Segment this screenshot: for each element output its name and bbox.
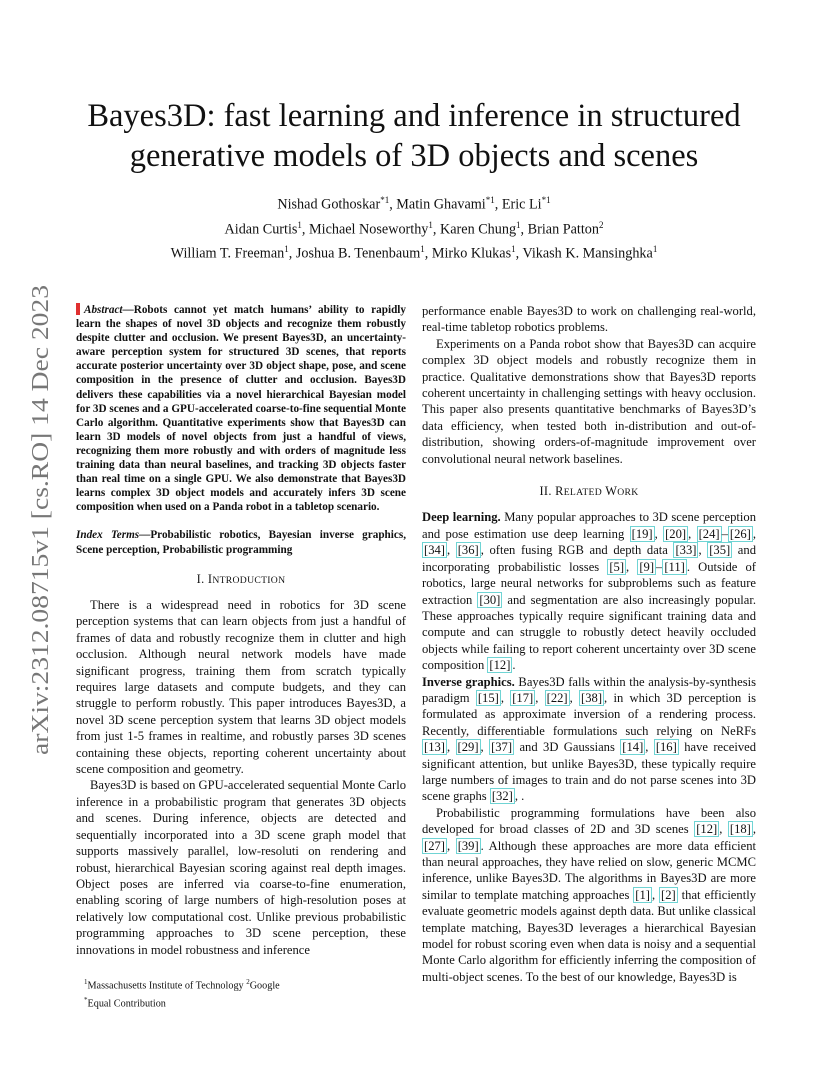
intro-paragraph-2: Bayes3D is based on GPU-accelerated sequential Monte Carlo inference in a probabilistic program that generates 3D objects and scenes. During inference, objects are detected and sequentially incorporated into a 3D scene graph model that supports massively parallel, low-resoluti on rendering and robust, hierarchical Bayesian scoring against real depth images. Object poses are inferred via coarse-to-fine enumeration, enabling scoring of large numbers of high-resolution poses at relatively low computational cost. Unlike previous probabilistic programming approaches to 3D scene perception, these innovations in model robustness and inference xyxy=(76,778,406,957)
citation-link[interactable]: [22] xyxy=(546,690,568,705)
author-affiliation-mark: *1 xyxy=(541,195,551,205)
citation-link[interactable]: [36] xyxy=(457,543,479,558)
citation-link[interactable]: [37] xyxy=(491,740,513,755)
citation-link[interactable]: [20] xyxy=(665,526,687,541)
author-line-2: Aidan Curtis$^1$, Michael Noseworthy$^1$, Karen Chung$^1$, Brian Patton$^2$ xyxy=(224,219,604,238)
author-name: Matin Ghavami xyxy=(396,196,486,213)
author-name: Aidan Curtis xyxy=(224,221,298,238)
paper-title xyxy=(40,96,788,176)
citation-link[interactable]: [14] xyxy=(622,740,644,755)
author-affiliation-mark: 2 xyxy=(598,219,604,230)
inverse-graphics-body: Bayes3D falls within the analysis-by-synthesis paradigm [15] , [17] , [22] , [38] , in which 3D perception is formulated as approximate inversion of a rendering process. Recently, differentiable formulations such relying on NeRFs [13] , [29] , [37] and 3D Gaussians [14] , [16] have received significant attention, but unlike Bayes3D, these typically require large numbers of images to train and do not parse scenes into 3D scene graphs [32] , . xyxy=(422,674,757,804)
author-name: Brian Patton xyxy=(527,221,599,238)
author-affiliation-mark: 1 xyxy=(420,244,425,255)
citation-link[interactable]: [27] xyxy=(424,838,445,853)
citation-link[interactable]: [11] xyxy=(664,559,685,574)
author-affiliation-mark: 1 xyxy=(652,244,658,255)
citation-link[interactable]: [16] xyxy=(655,740,677,755)
citation-link[interactable]: [17] xyxy=(512,690,534,705)
author-name: Michael Noseworthy xyxy=(309,221,429,238)
arxiv-identifier: arXiv:2312.08715v1 [cs.RO] 14 Dec 2023 xyxy=(27,337,54,755)
section-heading-text: I. INTRODUCTION xyxy=(196,571,286,586)
title-line-1: Bayes3D: fast learning and inference in structured xyxy=(87,98,741,134)
index-terms xyxy=(76,528,406,556)
section-heading-related-work xyxy=(422,483,756,501)
abstract-label: Abstract xyxy=(84,304,123,316)
right-paragraph-1: performance enable Bayes3D to work on challenging real-world, real-time tabletop robotics problems. xyxy=(422,304,756,335)
citation-link[interactable]: [38] xyxy=(581,690,603,705)
arxiv-sidebar xyxy=(10,285,60,755)
author-name: Karen Chung xyxy=(440,221,517,238)
footnote-mark: 1 xyxy=(84,978,88,986)
author-name: Eric Li xyxy=(501,196,542,213)
footnote-mark: * xyxy=(84,996,88,1005)
abstract-text: —Robots cannot yet match humans’ ability to rapidly learn the shapes of novel 3D objects and recognize them robustly despite clutter and occlusion. We present Bayes3D, an uncertainty-aware perception system for structured 3D scenes, that reports accurate posterior uncertainty over 3D object shape, pose, and scene composition in the presence of clutter and occlusion. Bayes3D delivers these capabilities via a novel hierarchical Bayesian model for 3D scenes and a GPU-accelerated coarse-to-fine sequential Monte Carlo algorithm. Quantitative experiments show that Bayes3D can learn 3D models of novel objects from just a handful of views, recognizing them more robustly and with orders of magnitude less training data than neural baselines, and tracking 3D objects faster than real time on a single GPU. We also demonstrate that Bayes3D learns complex 3D object models and accurately infers 3D scene composition when used on a Panda robot in a tabletop scenario. xyxy=(76,304,406,514)
footnote-text: Equal Contribution xyxy=(87,998,166,1010)
index-terms-text: —Probabilistic robotics, Bayesian inverse graphics, Scene perception, Probabilistic programming xyxy=(76,529,406,556)
citation-link[interactable]: [24] xyxy=(698,526,720,541)
footnote-mark: 2 xyxy=(246,978,250,986)
deep-learning-paragraph xyxy=(422,509,756,673)
index-terms-label: Index Terms xyxy=(76,529,140,542)
citation-link[interactable]: [12] xyxy=(489,658,511,673)
section-heading-text: II. RELATED WORK xyxy=(539,484,639,499)
author-affiliation-mark: 1 xyxy=(284,244,289,255)
footnote-affiliations xyxy=(84,975,404,993)
author-affiliation-mark: 1 xyxy=(428,219,433,230)
author-name: William T. Freeman xyxy=(170,246,285,263)
citation-link[interactable]: [26] xyxy=(729,526,751,541)
citation-link[interactable]: [32] xyxy=(491,789,513,804)
inverse-graphics-label: Inverse graphics. xyxy=(422,674,515,689)
deep-learning-body: Many popular approaches to 3D scene perception and pose estimation use deep learning [19] , [20] , [24] – [26] , [34] , [36] , often fusing RGB and depth data [33] , [35] and incorporating probabilistic losses [5] , [9] – [11] . Outside of robotics, large neural networks for subproblems such as feature extraction [30] and segmentation are also increasingly popular. These approaches typically require significant training data and compute and can struggle to robustly detect heavily occluded objects while failing to report coherent uncertainty over 3D scene composition [12] . xyxy=(422,510,757,673)
probabilistic-programming-paragraph: Probabilistic programming formulations have been also developed for broad classes of 2D and 3D scenes [12] , [18] , [27] , [39] . Although these approaches are more data efficient than neural approaches, they have relied on slow, generic MCMC inference, unlike Bayes3D. The algorithms in Bayes3D are more similar to template matching approaches [1] , [2] that efficiently evaluate geometric models against depth data. But unlike classical template matching, Bayes3D leverages a hierarchical Bayesian model for robust scoring even when data is noisy and a sequential Monte Carlo algorithm for efficiently inferring the composition of multi-object scenes. To the best of our knowledge, Bayes3D is xyxy=(422,805,757,984)
author-line-3: William T. Freeman$^1$, Joshua B. Tenenbaum$^1$, Mirko Klukas$^1$, Vikash K. Mansinghka$^1$ xyxy=(170,244,658,263)
citation-link[interactable]: [13] xyxy=(424,740,445,755)
annotation-marker-icon xyxy=(76,303,80,315)
deep-learning-label: Deep learning. xyxy=(422,510,501,525)
abstract xyxy=(76,303,406,514)
inverse-graphics-paragraph xyxy=(422,674,756,805)
author-name: Vikash K. Mansinghka xyxy=(522,246,653,263)
author-name: Nishad Gothoskar xyxy=(277,196,381,213)
section-heading-introduction xyxy=(76,571,406,589)
author-affiliation-mark: *1 xyxy=(380,195,390,205)
author-affiliation-mark: 1 xyxy=(297,219,302,230)
citation-link[interactable]: [9] xyxy=(639,559,655,574)
citation-link[interactable]: [39] xyxy=(457,838,479,853)
footnote-text: Google xyxy=(249,980,280,992)
footnote xyxy=(84,975,404,1012)
citation-link[interactable]: [15] xyxy=(477,690,499,705)
citation-link[interactable]: [12] xyxy=(696,822,718,837)
citation-link[interactable]: [18] xyxy=(729,822,751,837)
author-list xyxy=(60,190,768,264)
left-column xyxy=(76,303,406,958)
author-name: Joshua B. Tenenbaum xyxy=(295,246,421,263)
footnote-text: Massachusetts Institute of Technology xyxy=(87,980,247,992)
citation-link[interactable]: [19] xyxy=(631,526,653,541)
intro-paragraph-1: There is a widespread need in robotics for 3D scene perception systems that can learn objects from just a handful of frames of data and robustly recognize them in clutter and high occlusion. Although neural network models have made significant progress, training them from scratch typically requires large datasets and compute budgets, and they can struggle to perform robustly. This paper introduces Bayes3D, a novel 3D scene perception system that learns 3D object models from just 1-5 frames in realtime, and robustly parses 3D scenes containing these objects, reporting coherent uncertainty about scene composition and geometry. xyxy=(76,598,406,777)
author-affiliation-mark: *1 xyxy=(485,195,495,205)
citation-link[interactable]: [33] xyxy=(675,543,697,558)
citation-link[interactable]: [29] xyxy=(457,740,479,755)
citation-link[interactable]: [35] xyxy=(709,543,731,558)
author-line-1: Nishad Gothoskar$^{*1}$, Matin Ghavami$^{*1}$, Eric Li$^{*1}$ xyxy=(277,195,551,213)
author-affiliation-mark: 1 xyxy=(516,219,521,230)
right-column xyxy=(422,303,756,985)
footnote-equal-contribution xyxy=(84,993,404,1011)
citation-link[interactable]: [34] xyxy=(424,543,445,558)
title-line-2: generative models of 3D objects and scenes xyxy=(129,138,699,174)
author-name: Mirko Klukas xyxy=(431,246,512,263)
author-affiliation-mark: 1 xyxy=(511,244,516,255)
citation-link[interactable]: [5] xyxy=(609,559,625,574)
citation-link[interactable]: [30] xyxy=(479,592,501,607)
right-paragraph-2: Experiments on a Panda robot show that Bayes3D can acquire complex 3D object models and robustly recognize them in practice. Qualitative demonstrations show that Bayes3D reports coherent uncertainty in challenging settings with heavy occlusion. This paper also presents quantitative benchmarks of Bayes3D’s data efficiency, when tested both in-distribution and out-of-distribution, showing orders-of-magnitude improvement over convolutional neural network baselines. xyxy=(422,336,756,466)
citation-link[interactable]: [1] xyxy=(635,887,650,902)
citation-link[interactable]: [2] xyxy=(661,887,676,902)
